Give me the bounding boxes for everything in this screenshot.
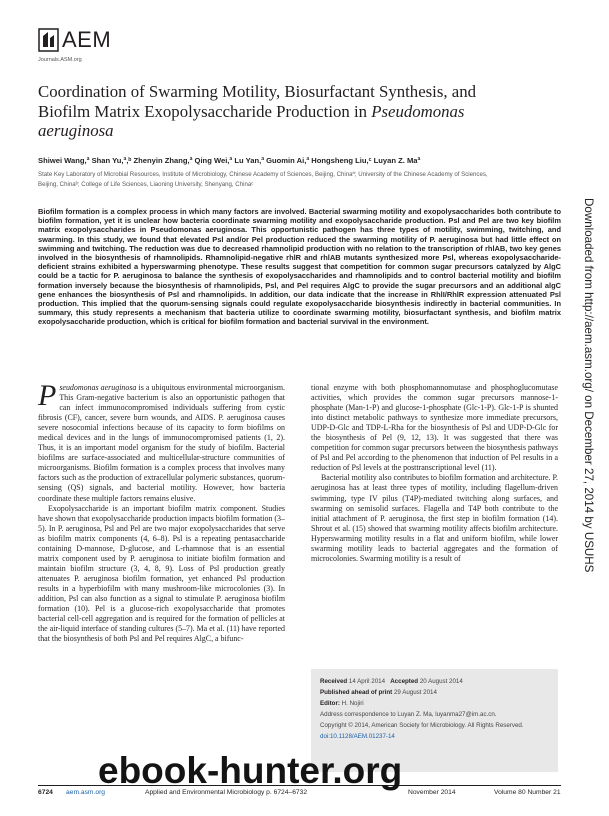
journal-logo: AEM <box>62 27 112 52</box>
journal-url[interactable]: Journals.ASM.org <box>38 57 82 63</box>
body-column-left <box>38 379 286 644</box>
published-line: Published ahead of print 29 August 2014 <box>320 689 437 696</box>
doi-link[interactable]: doi:10.1128/AEM.01237-14 <box>320 733 395 740</box>
received-line: Received 14 April 2014 Accepted 20 August 2014 <box>320 678 463 685</box>
article-title: Coordination of Swarming Motility, Biosurfactant Synthesis, and Biofilm Matrix Exopolysaccharide Production in Pseudomonas aeruginosa <box>38 82 476 140</box>
intro-paragraph-2: Exopolysaccharide is an important biofilm matrix component. Studies have shown that exopolysaccharide production impacts biofilm formation (3–5). In P. aeruginosa, Psl and Pel are two major exopolysaccharides that serve as biofilm matrix components (4, 6–8). Psl is a repeating pentasaccharide containing D-mannose, D-glucose, and L-rhamnose that is an essential matrix component used by P. aeruginosa to initiate biofilm formation and maintain biofilm structure (3, 4, 8, 9). Loss of Psl production greatly attenuates P. aeruginosa biofilm formation, yet enhanced Psl production results in a hyperbiofilm with many mushroom-like microcolonies (3). In addition, Psl can also function as a signal to stimulate P. aeruginosa biofilm formation (10). Pel is a glucose-rich exopolysaccharide that promotes bacterial cell-cell aggregation and is required for the formation of pellicles at the air-liquid interface of standing cultures (5–7). Ma et al. (11) have reported that the biosynthesis of both Psl and Pel requires AlgC, a bifunc- <box>38 503 285 644</box>
author-list: Shiwei Wang,ª Shan Yu,ª,ᵇ Zhenyin Zhang,ª Qing Wei,ª Lu Yan,ª Guomin Ai,ª Hongsheng Liu,ᶜ Luyan Z. Maª <box>38 156 421 165</box>
intro-paragraph-4: Bacterial motility also contributes to biofilm formation and architecture. P. aeruginosa has at least three types of motility, including flagellum-driven swimming, type IV pilus (T4P)-mediated twitching along surfaces, and swarming on semisolid surfaces. Flagella and T4P both contribute to the initial attachment of P. aeruginosa, the first step in biofilm formation (14). Shrout et al. (15) showed that swarming motility affects biofilm architecture. Hyperswarming motility results in a flat and uniform biofilm, while lower swarming motility leads to bacterial aggregates and the formation of microcolonies. Swarming motility is a result of <box>311 473 558 563</box>
download-notice: Downloaded from http://aem.asm.org/ on December 27, 2014 by USUHS <box>582 198 595 573</box>
editor-line: Editor: H. Nojiri <box>320 700 364 707</box>
copyright-line: Copyright © 2014, American Society for Microbiology. All Rights Reserved. <box>320 722 524 729</box>
aem-logo-icon <box>38 28 59 52</box>
issue-date: November 2014 <box>408 789 456 796</box>
journal-site-link[interactable]: aem.asm.org <box>66 789 106 796</box>
watermark: ebook-hunter.org <box>98 750 403 791</box>
affiliations: State Key Laboratory of Microbial Resources, Institute of Microbiology, Chinese Academy of Sciences, Beijing, Chinaª; University of the Chinese Academy of Sciences, Beijing, Chinaᵇ; College of Life Sciences, Liaoning University, Shenyang, Chinaᶜ <box>38 171 488 188</box>
journal-citation: Applied and Environmental Microbiology p. 6724–6732 <box>145 789 308 796</box>
intro-paragraph-3: tional enzyme with both phosphomannomutase and phosphoglucomutase activities, which provides the common sugar precursors mannose-1-phosphate (Man-1-P) and glucose-1-phosphate (Glc-1-P). Glc-1-P is shunted into distinct metabolic pathways to synthesize more immediate precursors, UDP-D-Glc and TDP-L-Rha for the biosynthesis of Psl and UDP-D-Glc for the biosynthesis of Pel (9, 12, 13). It was suggested that there was competition for common sugar precursors between the biosynthesis pathways of Psl and Pel according to the phenomenon that induction of Pel results in a reduction of Psl levels at the posttranscriptional level (11). <box>311 383 558 473</box>
abstract: Biofilm formation is a complex process in which many factors are involved. Bacterial swarming motility and exopolysaccharides both contribute to biofilm formation, yet it is unclear how bacteria coordinate swarming motility and exopolysaccharide production. Psl and Pel are two key biofilm matrix exopolysaccharides in Pseudomonas aeruginosa. This opportunistic pathogen has three types of motility, swimming, twitching, and swarming. In this study, we found that elevated Psl and/or Pel production reduced the swarming motility of P. aeruginosa but had little effect on swimming and twitching. The reduction was due to decreased rhamnolipid production with no relation to the transcription of rhlAB, two key genes involved in the biosynthesis of rhamnolipids. Rhamnolipid-negative rhlR and rhlAB mutants synthesized more Psl, whereas exopolysaccharide-deficient strains exhibited a hyperswarming phenotype. These results suggest that competition for common sugar precursors catalyzed by AlgC could be a tactic for P. aeruginosa to balance the synthesis of exopolysaccharides and rhamnolipids and to control bacterial motility and biofilm formation inversely because the biosynthesis of rhamnolipids, Psl, and Pel requires AlgC to provide the sugar precursors and an additional algC gene enhances the biosynthesis of Psl and rhamnolipids. In addition, our data indicate that the increase in RhlI/RhlR expression attenuated Psl production. This implied that the quorum-sensing signals could regulate exopolysaccharide biosynthesis indirectly in bacterial communities. In summary, this study represents a mechanism that bacteria utilize to coordinate swarming motility, biosurfactant synthesis, and biofilm matrix exopolysaccharide production, which is critical for biofilm formation and bacterial survival in the environment. <box>38 207 561 327</box>
body-column-right <box>311 383 558 564</box>
page-number: 6724 <box>38 789 53 796</box>
correspondence-line: Address correspondence to Luyan Z. Ma, luyanma27@im.ac.cn. <box>320 711 497 718</box>
intro-paragraph-1: Pseudomonas aeruginosa is a ubiquitous environmental microorganism. This Gram-negative bacterium is also an opportunistic pathogen that can infect immunocompromised individuals suffering from cystic fibrosis (CF), cancer, severe burn wounds, and AIDS. P. aeruginosa causes severe nosocomial infections because of its capacity to form biofilms on medical devices and in the lungs of immunocompromised patients (1, 2). Thus, it is an important model organism for the study of biofilm. Bacterial biofilms are surface-associated and multicellular-structure communities of microorganisms. Biofilm formation is a complex process that involves many factors such as the production of extracellular polymeric substances, quorum-sensing (QS) signals, and bacterial motility. However, how bacteria coordinate these multiple factors remains elusive. <box>38 379 286 503</box>
drop-cap: P <box>38 379 57 412</box>
issue-volume: Volume 80 Number 21 <box>494 789 561 796</box>
